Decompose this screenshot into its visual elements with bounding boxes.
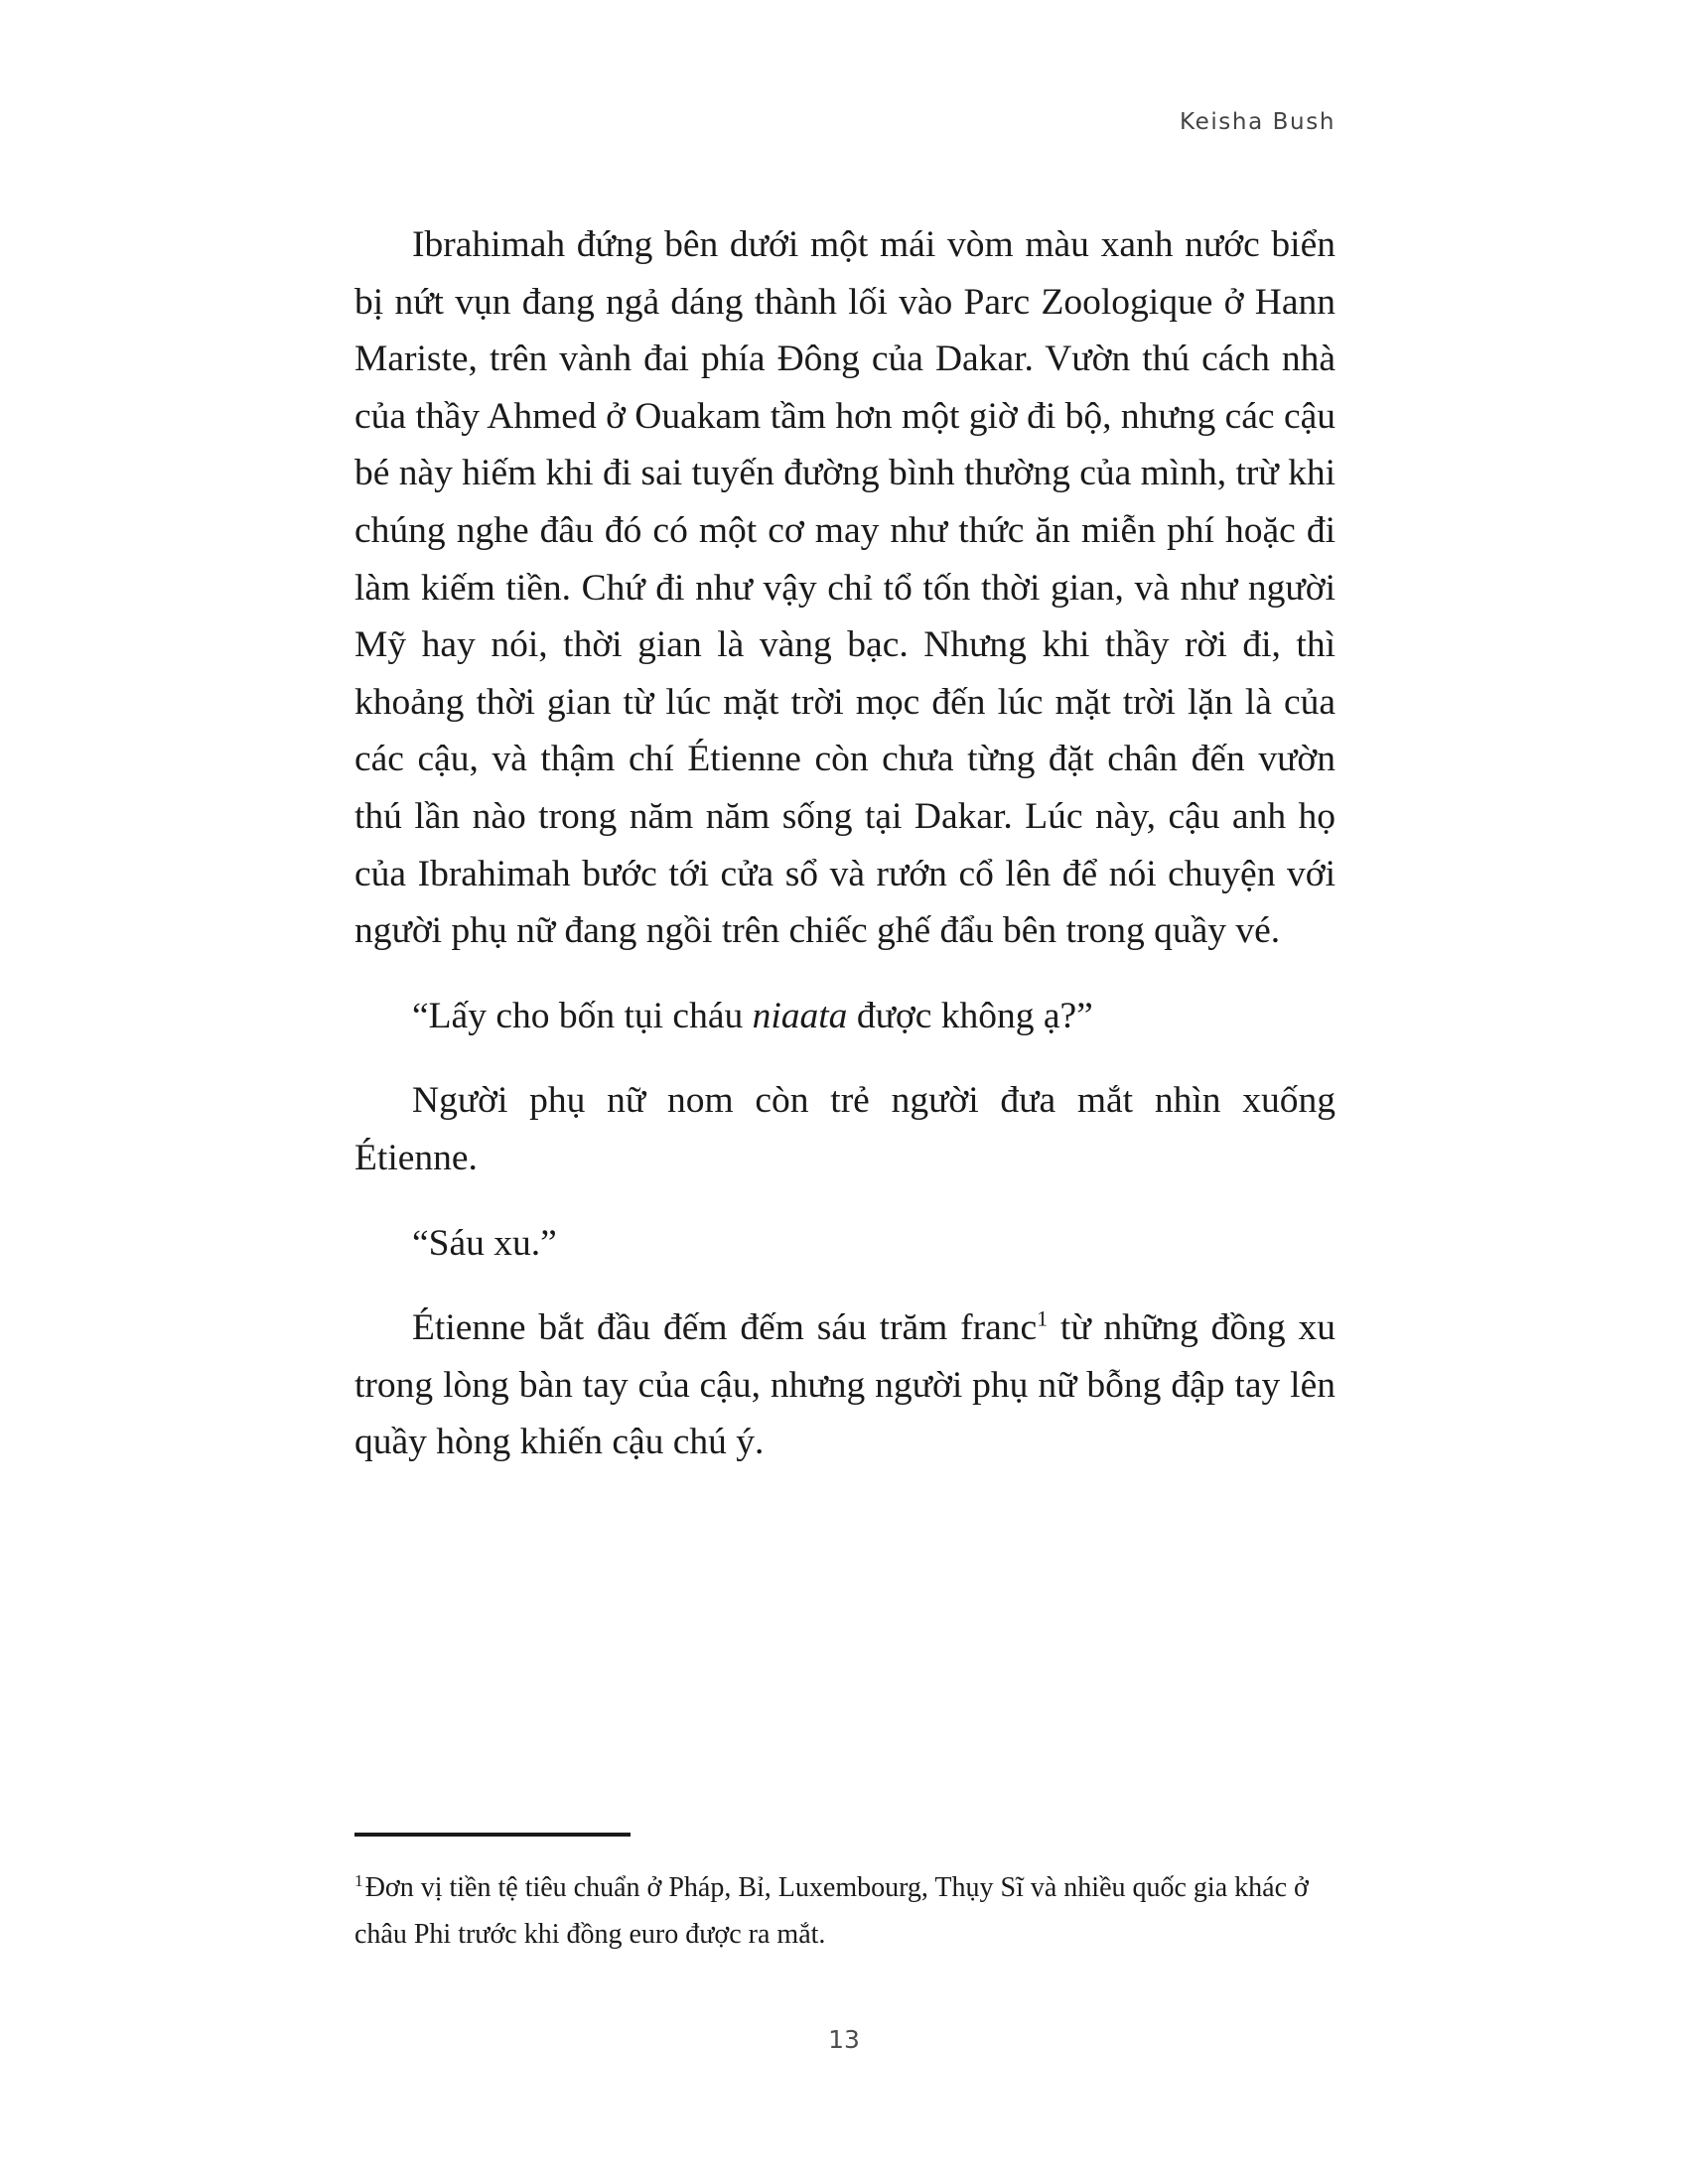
foreign-word-niaata: niaata [752, 995, 848, 1036]
footnote-text [354, 1864, 1336, 1958]
footnote-reference-marker[interactable]: 1 [1037, 1306, 1049, 1331]
page-number: 13 [828, 2025, 860, 2054]
dialogue-text-after: được không ạ?” [847, 995, 1093, 1036]
body-paragraph-4: “Sáu xu.” [412, 1222, 557, 1264]
footnote-separator-rule [354, 1833, 631, 1837]
paragraph-5-text-after: từ những đồng xu trong lòng bàn tay của cậu, nhưng người phụ nữ bỗng đập tay lên quầy hòng khiến cậu chú ý. [354, 1307, 1336, 1463]
dialogue-text-before: “Lấy cho bốn tụi cháu [412, 995, 753, 1036]
footnote-body: Đơn vị tiền tệ tiêu chuẩn ở Pháp, Bỉ, Luxembourg, Thụy Sĩ và nhiều quốc gia khác ở châu Phi trước khi đồng euro được ra mắt. [354, 1872, 1309, 1950]
body-paragraph-5 [354, 1299, 1336, 1471]
paragraph-5-text-before: Étienne bắt đầu đếm đếm sáu trăm franc [412, 1307, 1038, 1349]
body-paragraph-2 [354, 988, 1336, 1045]
body-text-column [354, 216, 1336, 1471]
footnote-number: 1 [354, 1870, 363, 1890]
body-paragraph-3: Người phụ nữ nom còn trẻ người đưa mắt nhìn xuống Étienne. [354, 1080, 1336, 1178]
body-paragraph-1: Ibrahimah đứng bên dưới một mái vòm màu xanh nước biển bị nứt vụn đang ngả dáng thành lối vào Parc Zoologique ở Hann Mariste, trên vành đai phía Đông của Dakar. Vườn thú cách nhà của thầy Ahmed ở Ouakam tầm hơn một giờ đi bộ, nhưng các cậu bé này hiếm khi đi sai tuyến đường bình thường của mình, trừ khi chúng nghe đâu đó có một cơ may như thức ăn miễn phí hoặc đi làm kiếm tiền. Chứ đi như vậy chỉ tổ tốn thời gian, và như người Mỹ hay nói, thời gian là vàng bạc. Nhưng khi thầy rời đi, thì khoảng thời gian từ lúc mặt trời mọc đến lúc mặt trời lặn là của các cậu, và thậm chí Étienne còn chưa từng đặt chân đến vườn thú lần nào trong năm năm sống tại Dakar. Lúc này, cậu anh họ của Ibrahimah bước tới cửa sổ và rướn cổ lên để nói chuyện với người phụ nữ đang ngồi trên chiếc ghế đẩu bên trong quầy vé. [354, 224, 1336, 952]
footnote-block [354, 1833, 1336, 1958]
running-head: Keisha Bush [1180, 109, 1336, 135]
